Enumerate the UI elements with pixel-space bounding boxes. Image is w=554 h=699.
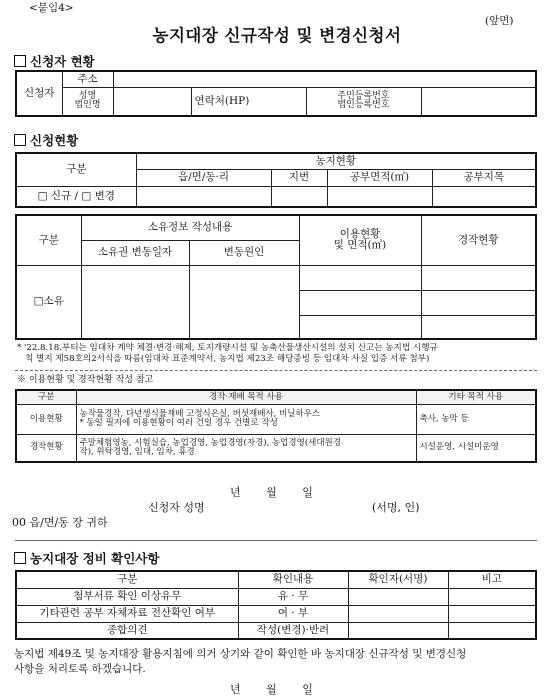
section-request-title: 신청현황 [14,134,78,148]
section-applicant-title: 신청자 현황 [14,55,95,69]
ver-row2-label: 기타관련 공부 자체자료 전산확인 여부 [16,605,238,622]
footer-text-line1: 농지법 제49조 및 농지대장 활용지침에 의거 상기와 같이 확인한 바 농지대장 신규작성 및 변경신청 [14,648,467,660]
ver-row3-remark[interactable] [448,622,536,639]
ver-row1-value[interactable]: 유 · 무 [238,588,348,605]
landtype-field[interactable] [432,186,536,207]
ver-col-category: 구분 [16,571,238,588]
ownership-checkbox[interactable]: □소유 [16,265,81,339]
applicant-table [15,70,537,117]
checkbox-icon [14,134,26,146]
col-lot: 지번 [271,170,327,187]
cultivation-label: 경작현황 [421,215,536,265]
sign-seal[interactable]: (서명, 인) [372,501,420,514]
usage-field-2[interactable] [299,290,421,315]
name-field[interactable] [113,87,191,116]
change-reason-label: 변동원인 [189,240,299,265]
name-label: 성명 법인명 [62,87,113,116]
ref-usage-purpose: 농작물경작, 다년생식물재배 고정식온실, 버섯재배사, 비닐하우스 * 동일 필지에 이용현황이 여러 건일 경우 건별로 작성 [76,404,416,434]
ref-col-other: 기타 목적 사용 [416,390,536,404]
cultivation-field-2[interactable] [421,290,536,315]
cultivation-field-1[interactable] [421,265,536,290]
ver-row2-value[interactable]: 여 · 부 [238,605,348,622]
ver-row1-checker[interactable] [348,588,448,605]
ver-row3-label: 종합의견 [16,622,238,639]
usage-area-label: 이용현황 및 면적(㎡) [299,215,421,265]
ver-row2-checker[interactable] [348,605,448,622]
ver-row1-label: 첨부서류 확인 이상유무 [16,588,238,605]
section-verification-title: 농지대장 정비 확인사항 [14,552,159,566]
ref-col-category: 구분 [16,390,76,404]
ver-row3-checker[interactable] [348,622,448,639]
cultivation-field-3[interactable] [421,315,536,339]
checkbox-icon [14,552,26,564]
ver-row3-value[interactable]: 작성(변경)·반려 [238,622,348,639]
col-region: 읍/면/동·리 [136,170,271,187]
address-label: 주소 [62,71,113,87]
contact-label[interactable]: 연락처(HP) [191,87,306,116]
region-field[interactable] [136,186,271,207]
divider [15,540,537,542]
divider [15,370,537,372]
change-reason-field[interactable] [189,265,299,339]
lot-field[interactable] [271,186,327,207]
ver-row1-remark[interactable] [448,588,536,605]
ref-usage-other: 축사, 농막 등 [416,404,536,434]
id-label: 주민등록번호 법인등록번호 [306,87,421,116]
farmland-table [15,152,537,208]
ref-usage-label: 이용현황 [16,404,76,434]
ver-col-check: 확인내용 [238,571,348,588]
footer-text-line2: 사항을 처리토록 하겠습니다. [14,663,146,675]
ownership-info-label: 소유정보 작성내용 [81,215,299,240]
ref-col-purpose: 경작·재배 목적 사용 [76,390,416,404]
col-area: 공부면적(㎡) [327,170,432,187]
ownership-date-label: 소유권 변동일자 [81,240,189,265]
category2-label: 구분 [16,215,81,265]
new-change-checkbox[interactable]: □ 신규 / □ 변경 [16,186,136,207]
farmland-status-label: 농지현황 [136,153,536,170]
reference-table [15,389,537,463]
attachment-label: <붙임4> [29,2,74,14]
usage-field-3[interactable] [299,315,421,339]
page-side-label: (앞면) [485,15,514,27]
addressee: 00 읍/면/동 장 귀하 [12,516,108,529]
reference-title: ※ 이용현황 및 경작현황 작성 참고 [17,375,154,385]
ref-cultivation-purpose: 주말체험영농, 시험실습, 농업경영, 농업경영(자경), 농업경영(세대원경 작), 위탁경영, 임대, 임차, 휴경 [76,434,416,462]
footer-date: 년 월 일 [230,683,313,696]
applicant-label: 신청자 [16,71,62,116]
ref-cultivation-other: 시설운영, 시설미운영 [416,434,536,462]
usage-field-1[interactable] [299,265,421,290]
address-field[interactable] [113,71,536,87]
sign-date: 년 월 일 [230,486,313,499]
area-field[interactable] [327,186,432,207]
id-field[interactable] [421,87,536,116]
checkbox-icon [14,55,26,67]
ownership-table [15,214,537,340]
lease-note-line2: 칙 별지 제58호의2서식을 따름(임대차 표준계약서, 농지법 제23조 해당증빙 등 임대차 사실 입증 서류 첨부) [25,354,430,364]
col-landtype: 공부지목 [432,170,536,187]
ver-col-remark: 비고 [448,571,536,588]
lease-note-line1: * '22.8.18.부터는 임대차 계약 체결·변경·해제, 토지개량시설 및 농축산물생산시설의 설치 신고는 농지법 시행규 [17,343,438,353]
verification-table [15,570,537,640]
ownership-date-field[interactable] [81,265,189,339]
applicant-name-label: 신청자 성명 [148,501,205,514]
ref-cultivation-label: 경작현황 [16,434,76,462]
ver-row2-remark[interactable] [448,605,536,622]
category-label: 구분 [16,153,136,186]
form-title: 농지대장 신규작성 및 변경신청서 [152,26,402,45]
ver-col-checker: 확인자(서명) [348,571,448,588]
